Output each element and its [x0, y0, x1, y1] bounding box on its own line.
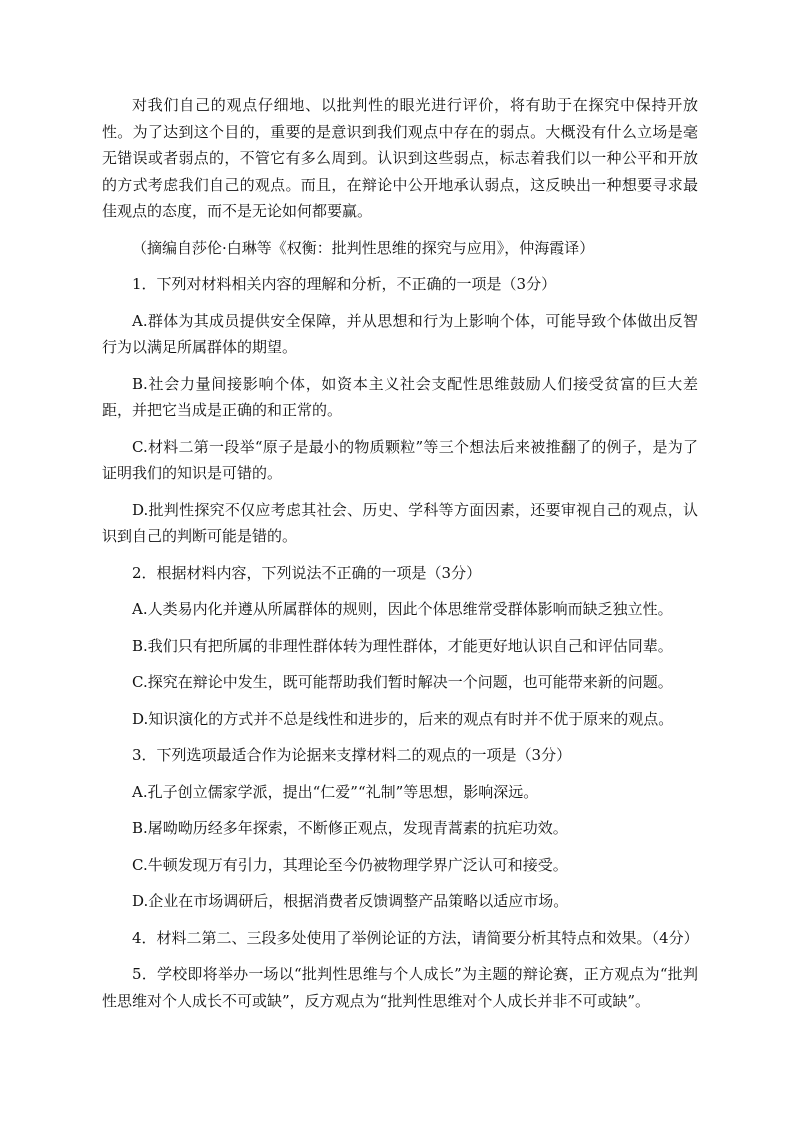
passage-paragraph: 对我们自己的观点仔细地、以批判性的眼光进行评价，将有助于在探究中保持开放性。为了达到这个目的，重要的是意识到我们观点中存在的弱点。大概没有什么立场是毫无错误或者弱点的，不管它有多么周到。认识到这些弱点，标志着我们以一种公平和开放的方式考虑我们自己的观点。而且，在辩论中公开地承认弱点，这反映出一种想要寻求最佳观点的态度，而不是无论如何都要赢。	[102, 96, 698, 220]
question-2-option-b: B.我们只有把所属的非理性群体转为理性群体，才能更好地认识自己和评估同辈。	[132, 636, 673, 655]
question-3-option-d: D.企业在市场调研后，根据消费者反馈调整产品策略以适应市场。	[132, 892, 569, 910]
question-2-option-a: A.人类易内化并遵从所属群体的规则，因此个体思维常受群体影响而缺乏独立性。	[132, 600, 673, 618]
question-1-option-d: D.批判性探究不仅应考虑其社会、历史、学科等方面因素，还要审视自己的观点，认识到自己的判断可能是错的。	[102, 500, 698, 545]
question-1-option-a: A.群体为其成员提供安全保障，并从思想和行为上影响个体，可能导致个体做出反智行为以满足所属群体的期望。	[102, 311, 698, 356]
question-1-option-c: C.材料二第一段举“原子是最小的物质颗粒”等三个想法后来被推翻了的例子，是为了证明我们的知识是可错的。	[102, 437, 698, 482]
question-3-option-b: B.屠呦呦历经多年探索，不断修正观点，发现青蒿素的抗疟功效。	[132, 819, 568, 837]
question-1-stem: 1．下列对材料相关内容的理解和分析，不正确的一项是（3分）	[132, 275, 557, 293]
question-2-option-c: C.探究在辩论中发生，既可能帮助我们暂时解决一个问题，也可能带来新的问题。	[132, 673, 673, 691]
passage-source: （摘编自莎伦·白琳等《权衡：批判性思维的探究与应用》，仲海霞译）	[132, 238, 595, 257]
question-3-option-a: A.孔子创立儒家学派，提出“仁爱”“礼制”等思想，影响深远。	[132, 782, 539, 801]
question-5-stem: 5．学校即将举办一场以“批判性思维与个人成长”为主题的辩论赛，正方观点为“批判性思维对个人成长不可或缺”，反方观点为“批判性思维对个人成长并非不可或缺”。	[102, 965, 698, 1010]
question-3-stem: 3．下列选项最适合作为论据来支撑材料二的观点的一项是（3分）	[132, 746, 572, 764]
question-2-option-d: D.知识演化的方式并不总是线性和进步的，后来的观点有时并不优于原来的观点。	[132, 709, 674, 728]
question-1-option-b: B.社会力量间接影响个体，如资本主义社会支配性思维鼓励人们接受贫富的巨大差距，并把它当成是正确的和正常的。	[102, 374, 698, 419]
question-3-option-c: C.牛顿发现万有引力，其理论至今仍被物理学界广泛认可和接受。	[132, 855, 568, 874]
question-2-stem: 2．根据材料内容，下列说法不正确的一项是（3分）	[132, 563, 482, 582]
question-4-stem: 4．材料二第二、三段多处使用了举例论证的方法，请简要分析其特点和效果。（4分）	[132, 928, 699, 947]
